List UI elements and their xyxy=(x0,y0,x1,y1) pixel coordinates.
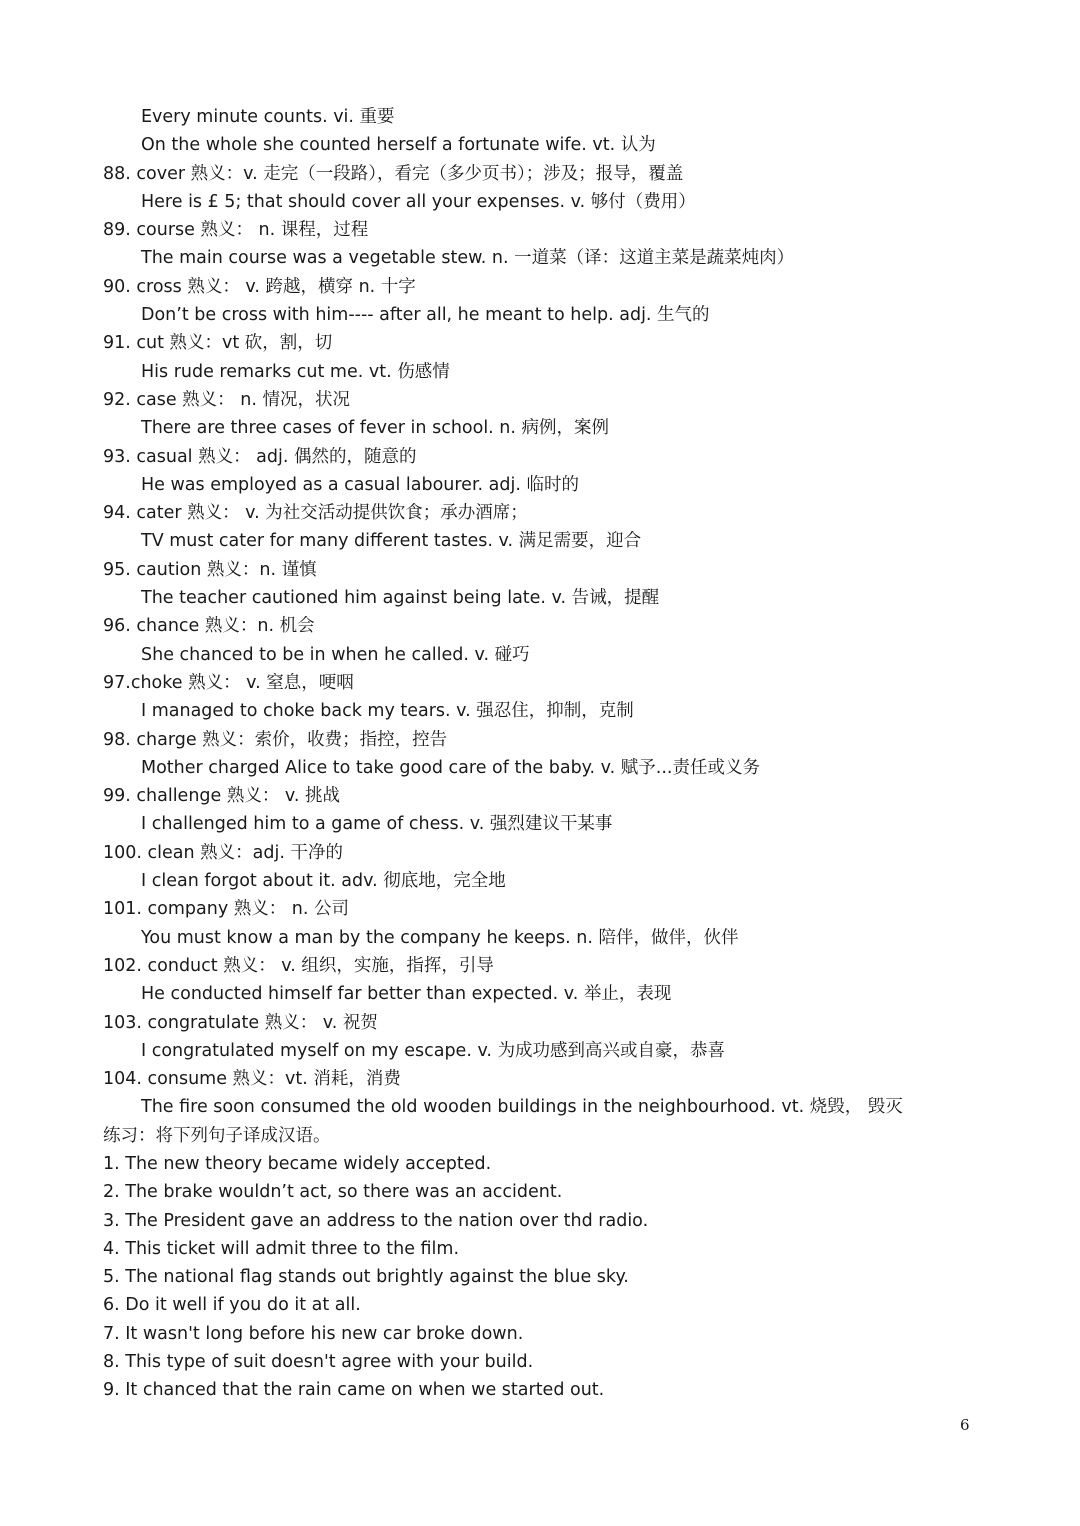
vocab-entry-heading: 102. conduct 熟义： v. 组织，实施，指挥，引导 xyxy=(103,955,494,976)
exercise-item: 8. This type of suit doesn't agree with your build. xyxy=(103,1352,534,1373)
exercise-item: 7. It wasn't long before his new car broke down. xyxy=(103,1323,524,1344)
vocab-example-sentence: The main course was a vegetable stew. n. 一道菜（译：这道主菜是蔬菜炖肉） xyxy=(141,248,795,269)
vocab-example-sentence: Here is £ 5; that should cover all your expenses. v. 够付（费用） xyxy=(141,191,696,212)
vocab-example-sentence: I challenged him to a game of chess. v. 强烈建议干某事 xyxy=(141,814,613,835)
vocab-entry-heading: 99. challenge 熟义： v. 挑战 xyxy=(103,786,341,807)
vocab-example-sentence: Don’t be cross with him---- after all, he meant to help. adj. 生气的 xyxy=(141,305,710,326)
vocab-example-sentence: He was employed as a casual labourer. adj. 临时的 xyxy=(141,474,579,495)
vocab-example-sentence: He conducted himself far better than expected. v. 举止，表现 xyxy=(141,984,672,1005)
vocab-example-sentence: His rude remarks cut me. vt. 伤感情 xyxy=(141,361,450,382)
vocab-example-sentence: I congratulated myself on my escape. v. 为成功感到高兴或自豪，恭喜 xyxy=(141,1040,726,1061)
exercise-item: 9. It chanced that the rain came on when we started out. xyxy=(103,1380,605,1401)
vocab-example-sentence: TV must cater for many different tastes. v. 满足需要，迎合 xyxy=(141,531,642,552)
vocab-example-sentence: The fire soon consumed the old wooden buildings in the neighbourhood. vt. 烧毁， 毁灭 xyxy=(141,1097,903,1118)
vocab-entry-heading: 89. course 熟义： n. 课程，过程 xyxy=(103,220,369,241)
vocab-example-sentence: She chanced to be in when he called. v. 碰巧 xyxy=(141,644,530,665)
vocab-entry-heading: 88. cover 熟义：v. 走完（一段路），看完（多少页书）；涉及；报导，覆盖 xyxy=(103,163,684,184)
exercise-item: 3. The President gave an address to the nation over thd radio. xyxy=(103,1210,649,1231)
vocabulary-list xyxy=(103,103,1003,1122)
vocab-example-sentence: Every minute counts. vi. 重要 xyxy=(141,107,395,127)
vocab-entry-heading: 94. cater 熟义： v. 为社交活动提供饮食；承办酒席； xyxy=(103,503,528,524)
page-number: 6 xyxy=(960,1416,970,1434)
vocab-entry-heading: 92. case 熟义： n. 情况，状况 xyxy=(103,389,350,410)
vocab-example-sentence: I managed to choke back my tears. v. 强忍住，抑制，克制 xyxy=(141,701,634,722)
vocab-example-sentence: Mother charged Alice to take good care of the baby. v. 赋予...责任或义务 xyxy=(141,757,760,778)
vocabulary-content xyxy=(103,103,1003,1405)
exercise-item: 2. The brake wouldn’t act, so there was an accident. xyxy=(103,1182,563,1203)
exercise-item: 5. The national flag stands out brightly against the blue sky. xyxy=(103,1267,629,1288)
vocab-entry-heading: 101. company 熟义： n. 公司 xyxy=(103,899,350,920)
vocab-entry-heading: 103. congratulate 熟义： v. 祝贺 xyxy=(103,1012,378,1033)
exercise-item: 4. This ticket will admit three to the film. xyxy=(103,1238,460,1259)
exercise-item: 6. Do it well if you do it at all. xyxy=(103,1295,361,1316)
vocab-example-sentence: On the whole she counted herself a fortunate wife. vt. 认为 xyxy=(141,135,656,156)
vocab-example-sentence: You must know a man by the company he keeps. n. 陪伴，做伴，伙伴 xyxy=(141,927,739,948)
vocab-entry-heading: 95. caution 熟义：n. 谨慎 xyxy=(103,559,317,580)
vocab-example-sentence: The teacher cautioned him against being late. v. 告诫，提醒 xyxy=(141,588,660,609)
vocab-example-sentence: I clean forgot about it. adv. 彻底地，完全地 xyxy=(141,871,506,892)
vocab-entry-heading: 93. casual 熟义： adj. 偶然的，随意的 xyxy=(103,446,417,467)
vocab-entry-heading: 90. cross 熟义： v. 跨越，横穿 n. 十字 xyxy=(103,276,416,297)
vocab-entry-heading: 91. cut 熟义：vt 砍，割，切 xyxy=(103,333,333,354)
vocab-entry-heading: 98. charge 熟义：索价，收费；指控，控告 xyxy=(103,729,448,750)
vocab-entry-heading: 104. consume 熟义：vt. 消耗，消费 xyxy=(103,1069,401,1090)
vocab-entry-heading: 100. clean 熟义：adj. 干净的 xyxy=(103,842,343,863)
exercise-list xyxy=(103,1150,1003,1405)
vocab-example-sentence: There are three cases of fever in school. n. 病例，案例 xyxy=(141,418,610,439)
exercise-title: 练习：将下列句子译成汉语。 xyxy=(103,1125,331,1146)
vocab-entry-heading: 96. chance 熟义：n. 机会 xyxy=(103,616,315,637)
exercise-item: 1. The new theory became widely accepted. xyxy=(103,1153,492,1174)
vocab-entry-heading: 97.choke 熟义： v. 窒息，哽咽 xyxy=(103,672,354,693)
